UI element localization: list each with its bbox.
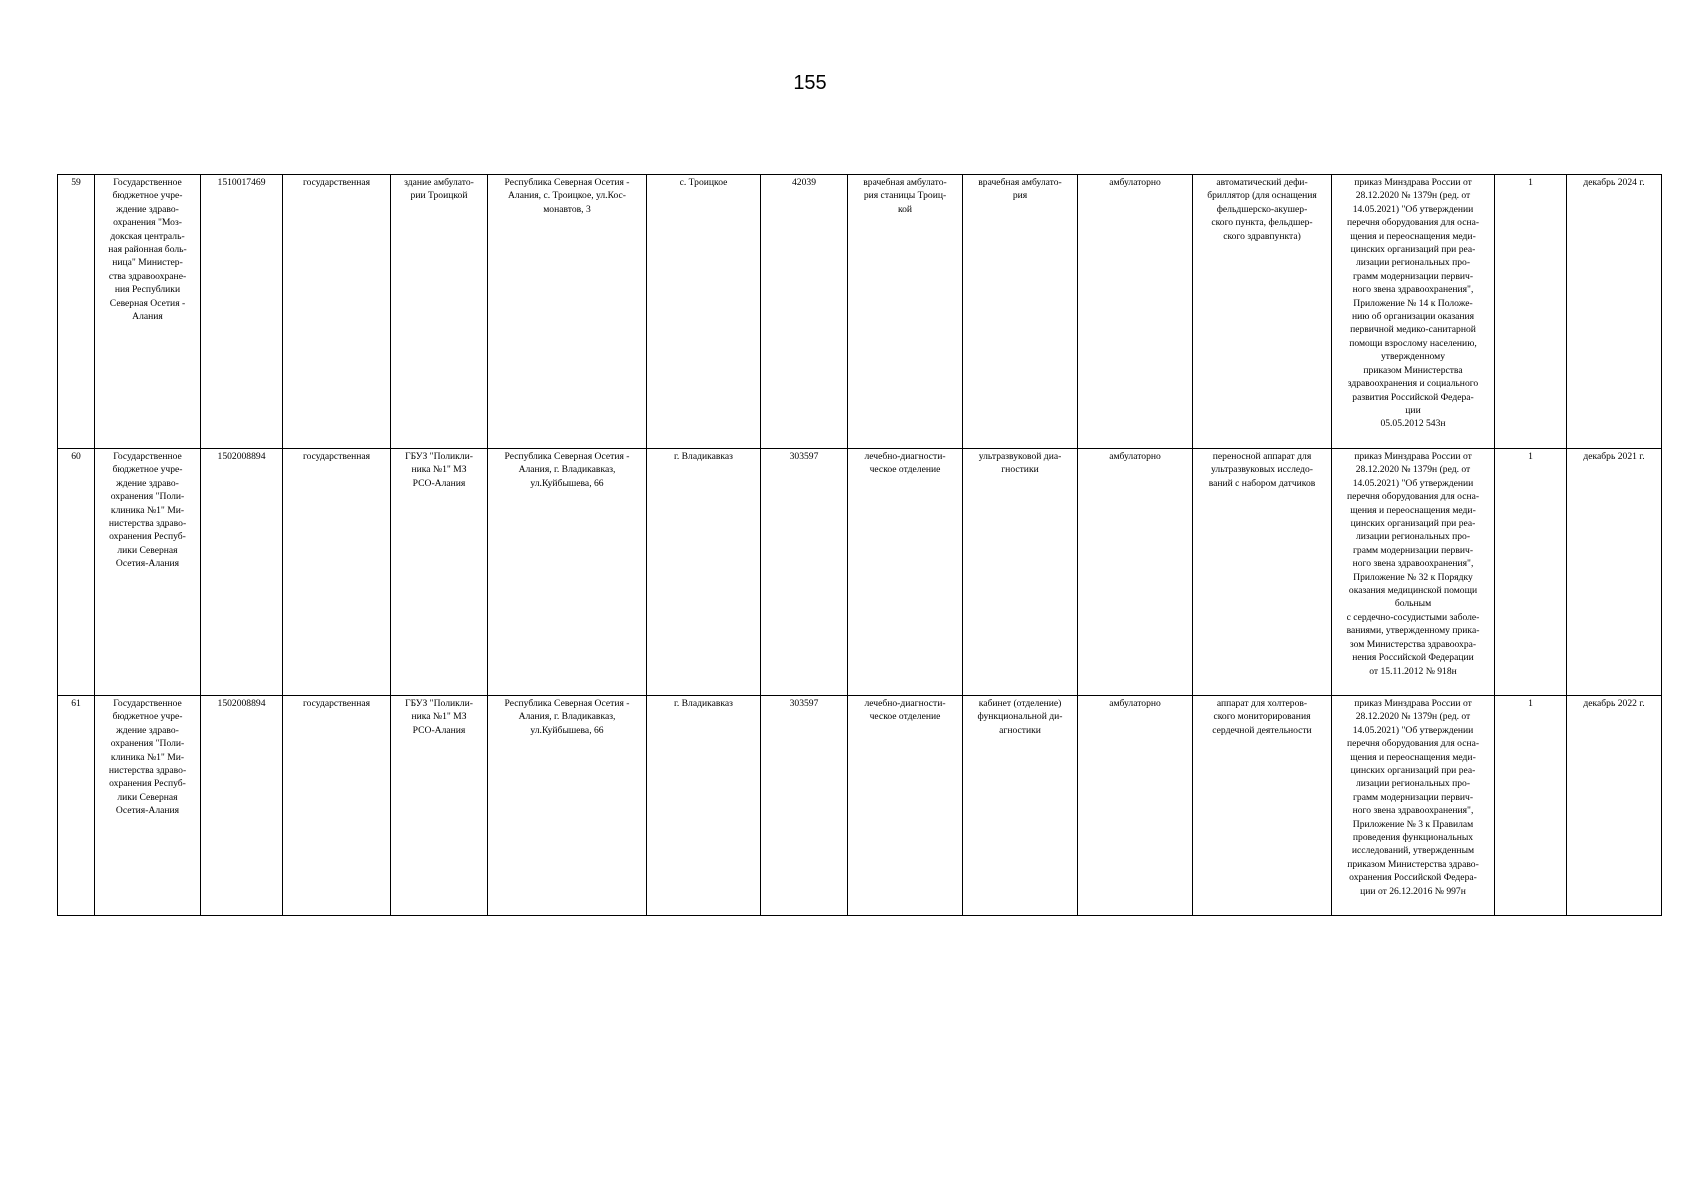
ownership-form: государственная	[283, 175, 391, 449]
locality: с. Троицкое	[647, 175, 761, 449]
page-number: 155	[793, 72, 827, 94]
organization-inn: 1502008894	[201, 696, 283, 916]
organization-name: Государственное бюджетное учре- ждение здраво- охранения "Моз- докская централь- ная районная боль- ница" Министер- ства здравоохране- ния Республики Северная Осетия - Алания	[95, 175, 201, 449]
organization-name: Государственное бюджетное учре- ждение здраво- охранения "Поли- клиника №1" Ми- нистерства здраво- охранения Респуб- лики Северная Осетия-Алания	[95, 449, 201, 696]
population: 303597	[761, 696, 848, 916]
row-number: 60	[58, 449, 95, 696]
structural-unit: врачебная амбулато- рия станицы Троиц- кой	[848, 175, 963, 449]
locality: г. Владикавказ	[647, 696, 761, 916]
care-type: амбулаторно	[1078, 449, 1193, 696]
organization-inn: 1502008894	[201, 449, 283, 696]
address: Республика Северная Осетия - Алания, с. Троицкое, ул.Кос- монавтов, 3	[488, 175, 647, 449]
building-name: ГБУЗ "Поликли- ника №1" МЗ РСО-Алания	[391, 696, 488, 916]
ownership-form: государственная	[283, 449, 391, 696]
building-name: здание амбулато- рии Троицкой	[391, 175, 488, 449]
row-number: 61	[58, 696, 95, 916]
table-row	[58, 175, 1662, 449]
structural-unit: лечебно-диагности- ческое отделение	[848, 449, 963, 696]
legal-basis: приказ Минздрава России от 28.12.2020 № 1379н (ред. от 14.05.2021) "Об утверждении перечня оборудования для осна- щения и переоснащения меди- цинских организаций при реа- лизации региональных про- грамм модернизации первич- ного звена здравоохранения", Приложение № 32 к Порядку оказания медицинской помощи больным с сердечно-сосудистыми заболе- ваниями, утвержденному прика- зом Министерства здравоохра- нения Российской Федерации от 15.11.2012 № 918н	[1332, 449, 1495, 696]
legal-basis: приказ Минздрава России от 28.12.2020 № 1379н (ред. от 14.05.2021) "Об утверждении перечня оборудования для осна- щения и переоснащения меди- цинских организаций при реа- лизации региональных про- грамм модернизации первич- ного звена здравоохранения", Приложение № 14 к Положе- нию об организации оказания первичной медико-санитарной помощи взрослому населению, утвержденному приказом Министерства здравоохранения и социального развития Российской Федера- ции 05.05.2012 543н	[1332, 175, 1495, 449]
quantity: 1	[1495, 449, 1567, 696]
address: Республика Северная Осетия - Алания, г. Владикавказ, ул.Куйбышева, 66	[488, 696, 647, 916]
care-type: амбулаторно	[1078, 175, 1193, 449]
care-type: амбулаторно	[1078, 696, 1193, 916]
department: врачебная амбулато- рия	[963, 175, 1078, 449]
equipment-name: переносной аппарат для ультразвуковых исследо- ваний с набором датчиков	[1193, 449, 1332, 696]
equipment-name: автоматический дефи- бриллятор (для оснащения фельдшерско-акушер- ского пункта, фельдшер- ского здравпункта)	[1193, 175, 1332, 449]
organization-name: Государственное бюджетное учре- ждение здраво- охранения "Поли- клиника №1" Ми- нистерства здраво- охранения Респуб- лики Северная Осетия-Алания	[95, 696, 201, 916]
equipment-registry-table	[57, 174, 1662, 916]
ownership-form: государственная	[283, 696, 391, 916]
building-name: ГБУЗ "Поликли- ника №1" МЗ РСО-Алания	[391, 449, 488, 696]
equipment-name: аппарат для холтеров- ского мониторирования сердечной деятельности	[1193, 696, 1332, 916]
quantity: 1	[1495, 696, 1567, 916]
delivery-date: декабрь 2021 г.	[1567, 449, 1662, 696]
locality: г. Владикавказ	[647, 449, 761, 696]
department: ультразвуковой диа- гностики	[963, 449, 1078, 696]
population: 42039	[761, 175, 848, 449]
organization-inn: 1510017469	[201, 175, 283, 449]
row-number: 59	[58, 175, 95, 449]
legal-basis: приказ Минздрава России от 28.12.2020 № 1379н (ред. от 14.05.2021) "Об утверждении перечня оборудования для осна- щения и переоснащения меди- цинских организаций при реа- лизации региональных про- грамм модернизации первич- ного звена здравоохранения", Приложение № 3 к Правилам проведения функциональных исследований, утвержденным приказом Министерства здраво- охранения Российской Федера- ции от 26.12.2016 № 997н	[1332, 696, 1495, 916]
quantity: 1	[1495, 175, 1567, 449]
delivery-date: декабрь 2022 г.	[1567, 696, 1662, 916]
table-row	[58, 449, 1662, 696]
delivery-date: декабрь 2024 г.	[1567, 175, 1662, 449]
address: Республика Северная Осетия - Алания, г. Владикавказ, ул.Куйбышева, 66	[488, 449, 647, 696]
population: 303597	[761, 449, 848, 696]
table-row	[58, 696, 1662, 916]
structural-unit: лечебно-диагности- ческое отделение	[848, 696, 963, 916]
department: кабинет (отделение) функциональной ди- агностики	[963, 696, 1078, 916]
